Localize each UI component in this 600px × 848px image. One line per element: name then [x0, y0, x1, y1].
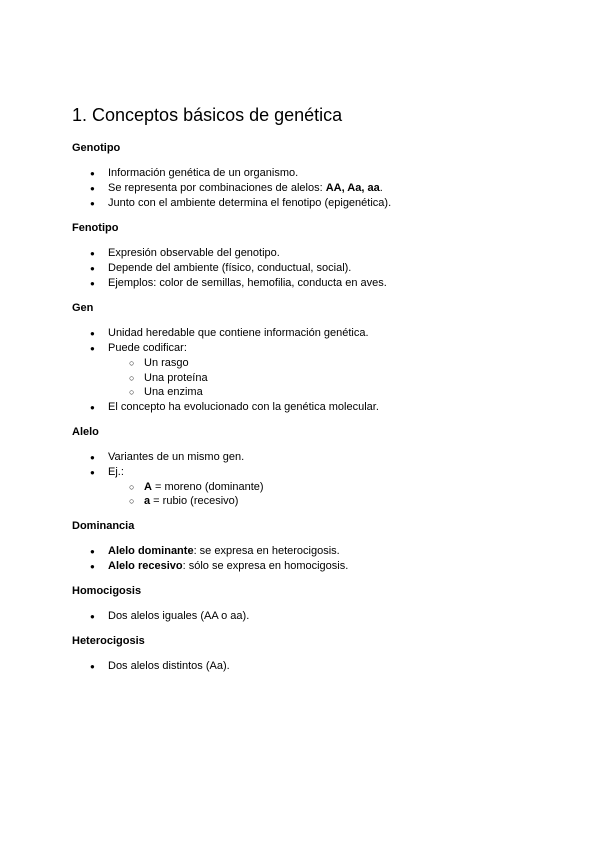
- sublist-item-text: = moreno (dominante): [151, 480, 264, 493]
- section-heading-homocigosis: Homocigosis: [72, 584, 142, 597]
- list-item: [72, 326, 542, 341]
- list-item-text: Ej.:: [108, 465, 124, 478]
- list-item: [72, 450, 542, 465]
- list-item-text: : se expresa en heterocigosis.: [193, 544, 340, 557]
- sublist-item-text: Un rasgo: [144, 357, 189, 369]
- list-item-text: Expresión observable del genotipo.: [108, 247, 280, 259]
- list-item: [72, 181, 542, 196]
- list-item-text: Unidad heredable que contiene información genética.: [108, 327, 369, 339]
- list-item: [72, 400, 542, 415]
- list-item-text: Ejemplos: color de semillas, hemofilia, conducta en aves.: [108, 277, 387, 289]
- gen-sublist: [108, 356, 542, 400]
- list-item-text: Depende del ambiente (físico, conductual, social).: [108, 262, 352, 274]
- list-item: [72, 341, 542, 400]
- list-item-text: Variantes de un mismo gen.: [108, 450, 245, 463]
- allele-symbol: A: [144, 480, 152, 493]
- section-heading-alelo: Alelo: [72, 425, 99, 438]
- genotipo-list: [72, 166, 542, 211]
- list-item-text: Dos alelos distintos (Aa).: [108, 659, 230, 672]
- section-heading-genotipo: Genotipo: [72, 142, 121, 154]
- section-heading-dominancia: Dominancia: [72, 519, 135, 532]
- section-heading-heterocigosis: Heterocigosis: [72, 634, 145, 647]
- sublist-item: [108, 356, 542, 371]
- alelo-list: [72, 450, 542, 509]
- list-item: [72, 465, 542, 509]
- list-item: [72, 559, 542, 574]
- list-item-text: Puede codificar:: [108, 342, 187, 354]
- dominancia-list: [72, 544, 542, 574]
- document-page: [72, 104, 542, 684]
- fenotipo-list: [72, 246, 542, 291]
- list-item: [72, 544, 542, 559]
- list-item: [72, 246, 542, 261]
- list-item-text: Información genética de un organismo.: [108, 167, 299, 179]
- list-item-text: Junto con el ambiente determina el fenotipo (epigenética).: [108, 197, 392, 209]
- sublist-item-text: Una enzima: [144, 386, 203, 398]
- page-title: 1. Conceptos básicos de genética: [72, 105, 343, 125]
- sublist-item-text: = rubio (recesivo): [150, 495, 239, 507]
- list-item-text: Dos alelos iguales (AA o aa).: [108, 609, 250, 622]
- term-bold: Alelo recesivo: [108, 559, 183, 572]
- list-item: [72, 659, 542, 674]
- list-item-text: : sólo se expresa en homocigosis.: [182, 559, 349, 572]
- section-heading-fenotipo: Fenotipo: [72, 222, 119, 234]
- homocigosis-list: [72, 609, 542, 624]
- list-item: [72, 609, 542, 624]
- sublist-item-text: Una proteína: [144, 371, 208, 384]
- list-item-text: El concepto ha evolucionado con la genética molecular.: [108, 400, 379, 413]
- list-item: [72, 261, 542, 276]
- sublist-item: [108, 494, 542, 509]
- allele-symbol: a: [144, 495, 151, 507]
- sublist-item: [108, 385, 542, 400]
- list-item-text: Se representa por combinaciones de alelos:: [108, 182, 326, 194]
- list-item: [72, 166, 542, 181]
- gen-list: [72, 326, 542, 415]
- list-item: [72, 196, 542, 211]
- section-heading-gen: Gen: [72, 302, 94, 314]
- list-item-end: .: [379, 182, 383, 194]
- sublist-item: [108, 480, 542, 495]
- sublist-item: [108, 371, 542, 386]
- alelo-sublist: [108, 480, 542, 509]
- list-item: [72, 276, 542, 291]
- term-bold: Alelo dominante: [108, 544, 194, 557]
- heterocigosis-list: [72, 659, 542, 674]
- alleles-combinations: AA, Aa, aa: [325, 182, 380, 194]
